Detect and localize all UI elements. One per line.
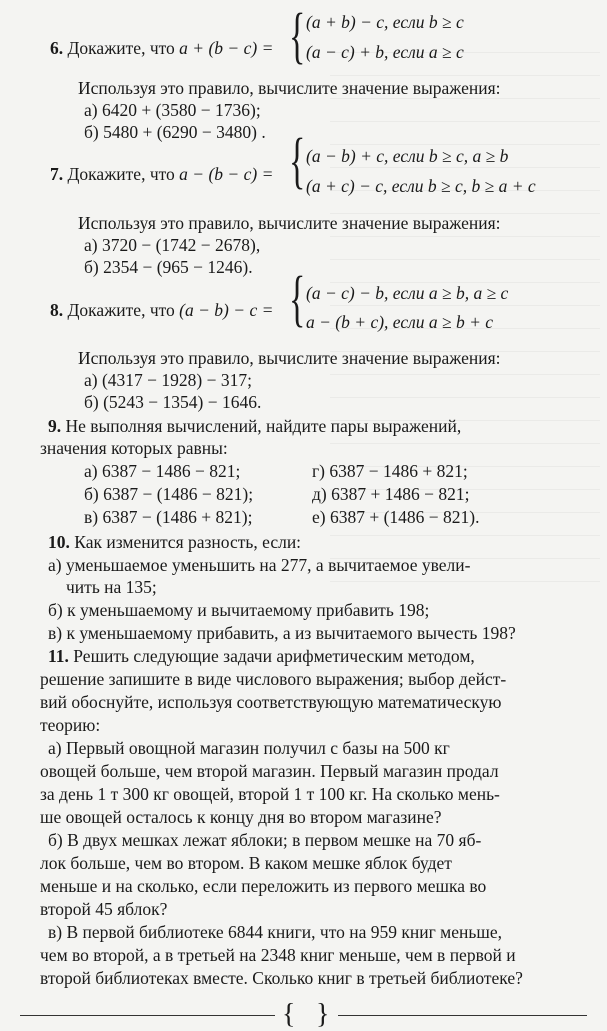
- problem-text: теорию:: [40, 715, 101, 735]
- exercise-item: а) 6420 + (3580 − 1736);: [84, 100, 261, 120]
- instruction: Используя это правило, вычислите значение выражения:: [78, 213, 501, 233]
- formula-case-2: (a − c) + b, если a ≥ c: [306, 42, 464, 62]
- formula-lhs: (a − b) − c =: [179, 300, 274, 320]
- formula-lhs: a + (b − c) =: [179, 38, 274, 58]
- exercise-item: а) уменьшаемое уменьшить на 277, а вычитаемое увели-: [48, 555, 471, 575]
- problem-text: Как изменится разность, если:: [74, 532, 302, 552]
- subproblem-text: лок больше, чем во втором. В каком мешке яблок будет: [40, 853, 452, 873]
- exercise-item: г) 6387 − 1486 + 821;: [312, 461, 468, 481]
- exercise-item: е) 6387 + (1486 − 821).: [312, 507, 480, 527]
- problem-number: 10.: [48, 532, 70, 552]
- footer-rule-left: [20, 1015, 275, 1016]
- subproblem-text: меньше и на сколько, если переложить из первого мешка во: [40, 876, 487, 896]
- problem-number: 6.: [50, 38, 64, 58]
- brace-icon: {: [289, 127, 306, 195]
- problem-number: 8.: [50, 300, 64, 320]
- problem-text: Не выполняя вычислений, найдите пары выражений,: [65, 416, 462, 436]
- subproblem-text: в) В первой библиотеке 6844 книги, что на 959 книг меньше,: [48, 922, 502, 942]
- problem-prompt: Докажите, что: [67, 300, 175, 320]
- problem-text: решение запишите в виде числового выражения; выбор дейст-: [40, 669, 507, 689]
- exercise-item: б) 6387 − (1486 − 821);: [84, 484, 254, 504]
- subproblem-text: второй библиотеках вместе. Сколько книг в третьей библиотеке?: [40, 968, 523, 988]
- exercise-item: чить на 135;: [66, 577, 157, 597]
- problem-number: 11.: [48, 646, 69, 666]
- right-bracket-icon: }: [316, 999, 330, 1030]
- problem-text: значения которых равны:: [40, 438, 228, 458]
- subproblem-text: второй 45 яблок?: [40, 899, 168, 919]
- formula-case-2: (a + c) − c, если b ≥ c, b ≥ a + c: [306, 176, 536, 196]
- brace-icon: {: [289, 265, 306, 333]
- formula-lhs: a − (b − c) =: [179, 164, 274, 184]
- subproblem-text: а) Первый овощной магазин получил с базы на 500 кг: [48, 738, 450, 758]
- formula-case-1: (a − c) − b, если a ≥ b, a ≥ c: [306, 283, 509, 303]
- exercise-item: а) (4317 − 1928) − 317;: [84, 370, 252, 390]
- problem-prompt: Докажите, что: [67, 38, 175, 58]
- exercise-item: б) 2354 − (965 − 1246).: [84, 257, 253, 277]
- formula-case-1: (a − b) + c, если b ≥ c, a ≥ b: [306, 146, 509, 166]
- formula-case-2: a − (b + c), если a ≥ b + c: [306, 312, 494, 332]
- subproblem-text: б) В двух мешках лежат яблоки; в первом мешке на 70 яб-: [48, 830, 482, 850]
- exercise-item: в) 6387 − (1486 + 821);: [84, 507, 253, 527]
- instruction: Используя это правило, вычислите значение выражения:: [78, 78, 501, 98]
- left-bracket-icon: {: [282, 999, 296, 1030]
- exercise-item: д) 6387 + 1486 − 821;: [312, 484, 470, 504]
- problem-number: 7.: [50, 164, 64, 184]
- instruction: Используя это правило, вычислите значение выражения:: [78, 348, 501, 368]
- exercise-item: б) к уменьшаемому и вычитаемому прибавить 198;: [48, 600, 430, 620]
- exercise-item: б) (5243 − 1354) − 1646.: [84, 392, 262, 412]
- exercise-item: а) 3720 − (1742 − 2678),: [84, 235, 261, 255]
- formula-case-1: (a + b) − c, если b ≥ c: [306, 12, 464, 32]
- subproblem-text: овощей больше, чем второй магазин. Первый магазин продал: [40, 761, 499, 781]
- footer-rule-right: [338, 1015, 587, 1016]
- problem-text: Решить следующие задачи арифметическим методом,: [73, 646, 475, 666]
- problem-number: 9.: [48, 416, 62, 436]
- brace-icon: {: [289, 2, 306, 70]
- subproblem-text: ше овощей осталось к концу дня во втором магазине?: [40, 807, 442, 827]
- subproblem-text: за день 1 т 300 кг овощей, второй 1 т 100 кг. На сколько мень-: [40, 784, 500, 804]
- exercise-item: б) 5480 + (6290 − 3480) .: [84, 122, 266, 142]
- subproblem-text: чем во второй, а в третьей на 2348 книг меньше, чем в первой и: [40, 945, 516, 965]
- page-footer: [20, 999, 587, 1030]
- exercise-item: в) к уменьшаемому прибавить, а из вычитаемого вычесть 198?: [48, 623, 516, 643]
- problem-prompt: Докажите, что: [67, 164, 175, 184]
- problem-text: вий обоснуйте, используя соответствующую математическую: [40, 692, 502, 712]
- exercise-item: а) 6387 − 1486 − 821;: [84, 461, 241, 481]
